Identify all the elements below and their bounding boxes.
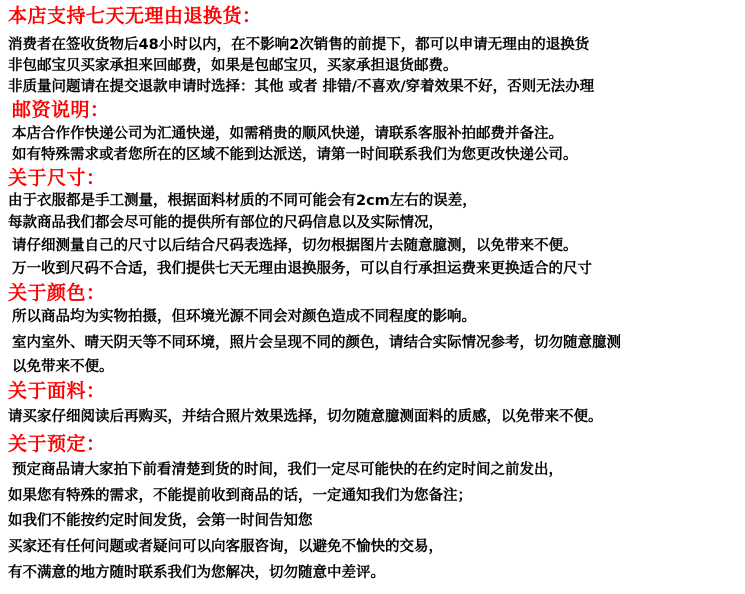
section-heading-fabric: 关于面料：: [8, 380, 106, 402]
return-policy-line: 非包邮宝贝买家承担来回邮费，如果是包邮宝贝，买家承担退货邮费。: [8, 58, 458, 74]
size-line: 请仔细测量自己的尺寸以后结合尺码表选择，切勿根据图片去随意臆测，以免带来不便。: [12, 238, 578, 254]
color-line: 以免带来不便。: [12, 359, 114, 375]
section-heading-preorder: 关于预定：: [8, 433, 106, 455]
size-line: 万一收到尺码不合适，我们提供七天无理由退换服务，可以自行承担运费来更换适合的尺寸: [12, 261, 592, 277]
preorder-line: 预定商品请大家拍下前看清楚到货的时间，我们一定尽可能快的在约定时间之前发出，: [12, 462, 563, 478]
section-heading-size: 关于尺寸：: [8, 167, 106, 189]
shipping-line: 如有特殊需求或者您所在的区域不能到达派送，请第一时间联系我们为您更改快递公司。: [12, 147, 578, 163]
preorder-line: 有不满意的地方随时联系我们为您解决，切勿随意中差评。: [8, 565, 385, 581]
return-policy-line: 非质量问题请在提交退款申请时选择：其他 或者 排错/不喜欢/穿着效果不好，否则无法办理: [8, 79, 595, 95]
color-line: 室内室外、晴天阴天等不同环境，照片会呈现不同的颜色，请结合实际情况参考，切勿随意臆测: [12, 335, 621, 351]
size-line: 由于衣服都是手工测量，根据面料材质的不同可能会有2cm左右的误差，: [8, 193, 477, 209]
color-line: 所以商品均为实物拍摄，但环境光源不同会对颜色造成不同程度的影响。: [12, 309, 476, 325]
section-heading-return-policy: 本店支持七天无理由退换货：: [8, 5, 262, 27]
return-policy-line: 消费者在签收货物后48小时以内，在不影响2次销售的前提下，都可以申请无理由的退换货: [8, 37, 590, 53]
size-line: 每款商品我们都会尽可能的提供所有部位的尺码信息以及实际情况，: [8, 215, 443, 231]
preorder-line: 如我们不能按约定时间发货，会第一时间告知您: [8, 513, 313, 529]
preorder-line: 如果您有特殊的需求，不能提前收到商品的话，一定通知我们为您备注；: [8, 488, 472, 504]
section-heading-color: 关于颜色：: [8, 282, 106, 304]
section-heading-shipping: 邮资说明：: [12, 99, 110, 121]
preorder-line: 买家还有任何问题或者疑问可以向客服咨询，以避免不愉快的交易，: [8, 539, 443, 555]
fabric-line: 请买家仔细阅读后再购买，并结合照片效果选择，切勿随意臆测面料的质感，以免带来不便。: [8, 409, 603, 425]
shipping-line: 本店合作作快递公司为汇通快递，如需稍贵的顺风快递，请联系客服补拍邮费并备注。: [12, 126, 563, 142]
